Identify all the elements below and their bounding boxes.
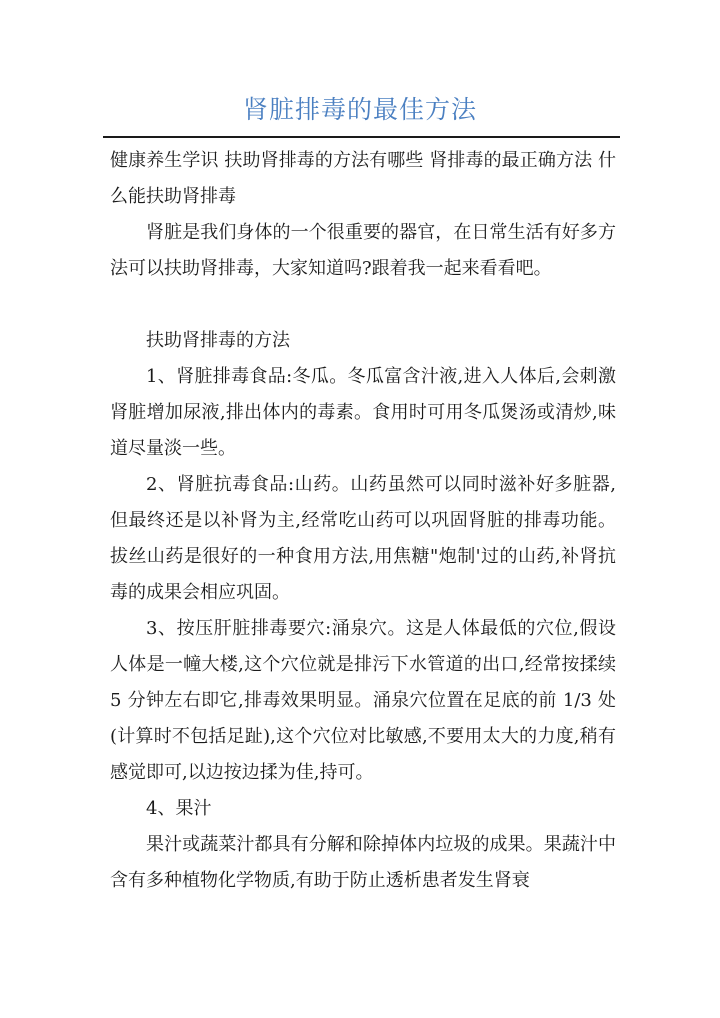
title-divider <box>103 136 620 138</box>
document-body <box>110 143 616 899</box>
item-heading: 4、果汁 <box>146 798 212 819</box>
blank-line <box>110 287 616 323</box>
item-paragraph: 2、肾脏抗毒食品:山药。山药虽然可以同时滋补好多脏器,但最终还是以补肾为主,经常吃山药可以巩固肾脏的排毒功能。拔丝山药是很好的一种食用方法,用焦糖"炮制'过的山药,补肾抗毒的成果会相应巩固。 <box>110 474 616 603</box>
item-paragraph: 3、按压肝脏排毒要穴:涌泉穴。这是人体最低的穴位,假设人体是一幢大楼,这个穴位就是排污下水管道的出口,经常按揉续 5 分钟左右即它,排毒效果明显。涌泉穴位置在足底的前 1/3 处(计算时不包括足趾),这个穴位对比敏感,不要用太大的力度,稍有感觉即可,以边按边揉为佳,持可。 <box>110 618 616 783</box>
page-title: 肾脏排毒的最佳方法 <box>242 95 477 124</box>
item-paragraph: 果汁或蔬菜汁都具有分解和除掉体内垃圾的成果。果蔬汁中含有多种植物化学物质,有助于防止透析患者发生肾衰 <box>110 834 616 891</box>
keywords-paragraph: 健康养生学识 扶助肾排毒的方法有哪些 肾排毒的最正确方法 什么能扶助肾排毒 <box>110 150 616 207</box>
intro-paragraph: 肾脏是我们身体的一个很重要的器官，在日常生活有好多方法可以扶助肾排毒，大家知道吗?跟着我一起来看看吧。 <box>110 222 616 279</box>
item-paragraph: 1、肾脏排毒食品:冬瓜。冬瓜富含汁液,进入人体后,会刺激肾脏增加尿液,排出体内的毒素。食用时可用冬瓜煲汤或清炒,味道尽量淡一些。 <box>110 366 616 459</box>
section-heading: 扶助肾排毒的方法 <box>146 330 290 351</box>
